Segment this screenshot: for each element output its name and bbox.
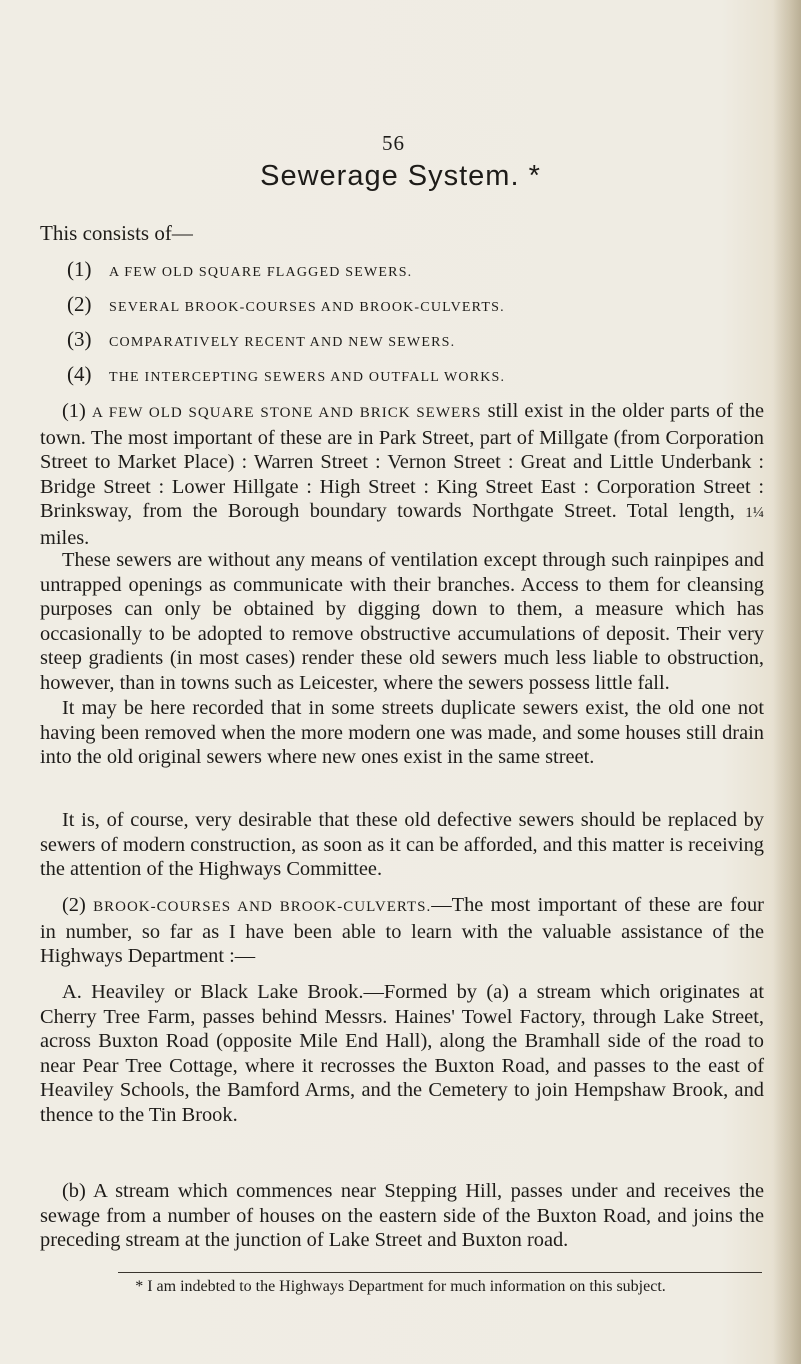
paragraph-heading: A FEW OLD SQUARE STONE AND BRICK SEWERS bbox=[91, 405, 482, 421]
paragraph-duplicate-sewers: It may be here recorded that in some streets duplicate sewers exist, the old one not having been removed when the more modern one was made, and some houses still drain into the old original sewers where new ones exist in the same street. bbox=[40, 697, 764, 768]
paragraph-number: (1) bbox=[62, 400, 86, 422]
section-title: Sewerage System. * bbox=[260, 160, 541, 192]
paragraph-old-sewers bbox=[40, 399, 764, 550]
intro-text: This consists of— bbox=[40, 221, 193, 245]
page-edge-shadow bbox=[773, 0, 801, 1364]
paragraph-stepping-hill-stream: (b) A stream which commences near Stepping Hill, passes under and receives the sewage from a number of houses on the eastern side of the Buxton Road, and joins the preceding stream at the junction of Lake Street and Buxton road. bbox=[40, 1180, 764, 1251]
list-item-text: THE INTERCEPTING SEWERS AND OUTFALL WORKS. bbox=[109, 370, 506, 385]
footnote-divider bbox=[118, 1272, 762, 1273]
paragraph-number: (2) bbox=[62, 894, 86, 916]
list-item-number: (3) bbox=[67, 327, 92, 351]
list-item-text: COMPARATIVELY RECENT AND NEW SEWERS. bbox=[109, 335, 456, 350]
length-value: 1¼ bbox=[745, 505, 764, 521]
paragraph-ventilation: These sewers are without any means of ventilation except through such rainpipes and untrapped openings as communicate with their branches. Access to them for cleansing purposes can only be obtained by digging down to them, a measure which has occasionally to be adopted to remove obstructive accumulations of deposit. Their very steep gradients (in most cases) render these old sewers much less liable to obstruction, however, than in towns such as Leicester, where the sewers possess little fall. bbox=[40, 549, 764, 694]
list-item-number: (4) bbox=[67, 362, 92, 386]
paragraph-heaviley-brook: A. Heaviley or Black Lake Brook.—Formed by (a) a stream which originates at Cherry Tree Farm, passes behind Messrs. Haines' Towel Factory, through Lake Street, across Buxton Road (opposite Mile End Hall), along the Bramhall side of the road to near Pear Tree Cottage, where it recrosses the Buxton Road, and passes to the east of Heaviley Schools, the Bamford Arms, and the Cemetery to join Hempshaw Brook, and thence to the Tin Brook. bbox=[40, 981, 764, 1126]
footnote: * I am indebted to the Highways Department for much information on this subject. bbox=[135, 1278, 666, 1295]
list-item-4 bbox=[67, 362, 505, 387]
list-item-text: A FEW OLD SQUARE FLAGGED SEWERS. bbox=[109, 265, 413, 280]
paragraph-body: still exist in the older parts of the town. The most important of these are in Park Street, part of Millgate (from Corporation Street to Market Place) : Warren Street : Vernon Street : Great and Little Underbank : Bridge Street : Lower Hillgate : High Street : King Street East : Corporation Street : Brinksway, from the Borough boundary towards Northgate Street. Total length, bbox=[40, 400, 764, 522]
list-item-number: (1) bbox=[67, 257, 92, 281]
list-item-1 bbox=[67, 257, 412, 282]
paragraph-replacement: It is, of course, very desirable that these old defective sewers should be replaced by sewers of modern construction, as soon as it can be afforded, and this matter is receiving the attention of the Highways Committee. bbox=[40, 809, 764, 880]
paragraph-body: —The most important of these are four in number, so far as I have been able to learn with the valuable assistance of the Highways Department :— bbox=[40, 894, 764, 967]
list-item-number: (2) bbox=[67, 292, 92, 316]
list-item-2 bbox=[67, 292, 505, 317]
paragraph-brook-courses bbox=[40, 893, 764, 969]
list-item-3 bbox=[67, 327, 455, 352]
list-item-text: SEVERAL BROOK-COURSES AND BROOK-CULVERTS. bbox=[109, 300, 505, 315]
paragraph-tail: miles. bbox=[40, 526, 90, 549]
page-number: 56 bbox=[382, 131, 405, 155]
paragraph-heading: BROOK-COURSES AND BROOK-CULVERTS. bbox=[93, 899, 432, 915]
